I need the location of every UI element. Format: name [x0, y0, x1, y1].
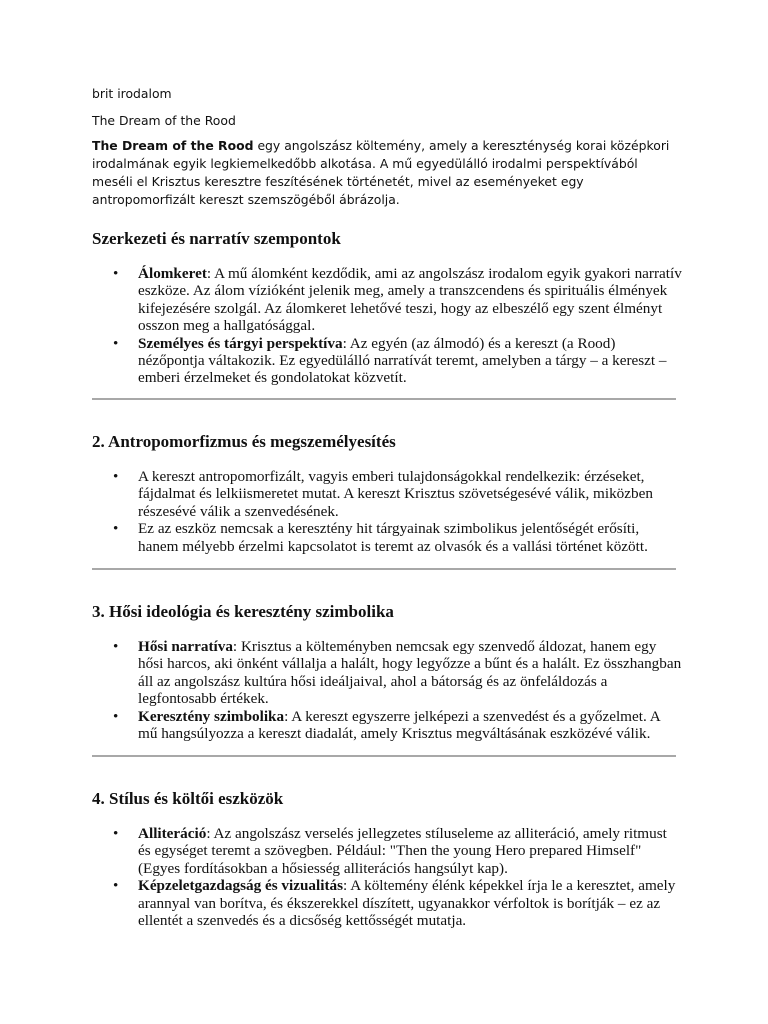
document-topline: brit irodalom: [92, 86, 172, 101]
bullet-dot: •: [113, 520, 119, 538]
item-text: : Krisztus a költeményben nemcsak egy szenvedő áldozat, hanem egy hősi harcos, aki önként vállalja a halált, hogy legyőzze a bűnt és a halált. Ez összhangban áll az angolszász kultúra hősi ideáljaival, ahol a bátorság és az önfeláldozás a legfontosabb értékek.: [138, 638, 682, 708]
list-item: [92, 638, 682, 708]
list-item: [92, 877, 682, 929]
list-item: [92, 520, 682, 555]
section-heading: Szerkezeti és narratív szempontok: [92, 229, 341, 248]
list-item: [92, 265, 682, 335]
item-term: Képzeletgazdagság és vizualitás: [138, 877, 344, 895]
bullet-dot: •: [113, 334, 119, 352]
item-text: : Az angolszász verselés jellegzetes stíluseleme az alliteráció, amely ritmust és egységet teremt a szövegben. Például: "Then the young Hero prepared Himself" (Egyes fordításokban a hősiesség alliterációs hangsúlyt kap).: [138, 825, 667, 877]
horizontal-rule: [92, 398, 676, 400]
bullet-dot: •: [113, 877, 119, 895]
item-text: : A kereszt egyszerre jelképezi a szenvedést és a győzelmet. A mű hangsúlyozza a kereszt diadalát, amely Krisztus megváltásának eszközévé válik.: [138, 707, 660, 743]
bullet-dot: •: [113, 825, 119, 842]
item-term: Álomkeret: [138, 265, 207, 282]
list-item: [92, 708, 682, 743]
item-term: Keresztény szimbolika: [138, 707, 285, 725]
intro-bold-title: The Dream of the Rood: [92, 138, 254, 153]
bullet-dot: •: [113, 468, 119, 485]
item-text: : A költemény élénk képekkel írja le a keresztet, amely arannyal van borítva, és ékszerekkel díszített, ugyanakkor vérfoltok is borítják – ez az ellentét a szenvedés és a dicsőség kettősségét mutatja.: [138, 877, 676, 930]
bullet-list: [92, 265, 682, 387]
horizontal-rule: [92, 568, 676, 570]
section-heading: 4. Stílus és költői eszközök: [92, 789, 284, 808]
list-item: [92, 468, 682, 520]
bullet-list: [92, 825, 682, 929]
intro-text: egy angolszász költemény, amely a kereszténység korai középkori irodalmának egyik legkiemelkedőbb alkotása. A mű egyedülálló irodalmi perspektívából meséli el Krisztus keresztre feszítésének történetét, mivel az eseményeket egy antropomorfizált kereszt szemszögéből ábrázolja.: [92, 138, 670, 207]
item-text: A kereszt antropomorfizált, vagyis emberi tulajdonságokkal rendelkezik: érzéseket, fájdalmat és lelkiismeretet mutat. A kereszt Krisztus szövetségesévé válik, miközben részesévé válik a szenvedésének.: [138, 468, 653, 520]
document-title: The Dream of the Rood: [92, 113, 236, 128]
horizontal-rule: [92, 755, 676, 757]
section-heading: 2. Antropomorfizmus és megszemélyesítés: [92, 432, 396, 451]
bullet-list: [92, 638, 682, 742]
intro-paragraph: [92, 137, 682, 209]
bullet-list: [92, 468, 682, 555]
bullet-dot: •: [113, 707, 119, 725]
item-text: : Az egyén (az álmodó) és a kereszt (a Rood) nézőpontja váltakozik. Ez egyedülálló narratívát teremt, amelyben a tárgy – a kereszt – emberi érzelmeket és gondolatokat közvetít.: [138, 334, 667, 387]
section-heading: 3. Hősi ideológia és keresztény szimbolika: [92, 602, 394, 621]
bullet-dot: •: [113, 638, 119, 655]
bullet-dot: •: [113, 265, 119, 282]
item-text: : A mű álomként kezdődik, ami az angolszász irodalom egyik gyakori narratív eszköze. Az álom vízióként jelenik meg, amely a transzcendens és spirituális élmények kifejezésére szolgál. Az álomkeret lehetővé teszi, hogy az elbeszélő egy szent élményt osszon meg a hallgatósággal.: [138, 265, 682, 335]
item-text: Ez az eszköz nemcsak a keresztény hit tárgyainak szimbolikus jelentőségét erősíti, hanem mélyebb érzelmi kapcsolatot is teremt az olvasók és a vallási történet között.: [138, 520, 648, 555]
list-item: [92, 335, 682, 387]
list-item: [92, 825, 682, 877]
item-term: Hősi narratíva: [138, 638, 233, 655]
item-term: Alliteráció: [138, 825, 207, 842]
item-term: Személyes és tárgyi perspektíva: [138, 334, 343, 352]
